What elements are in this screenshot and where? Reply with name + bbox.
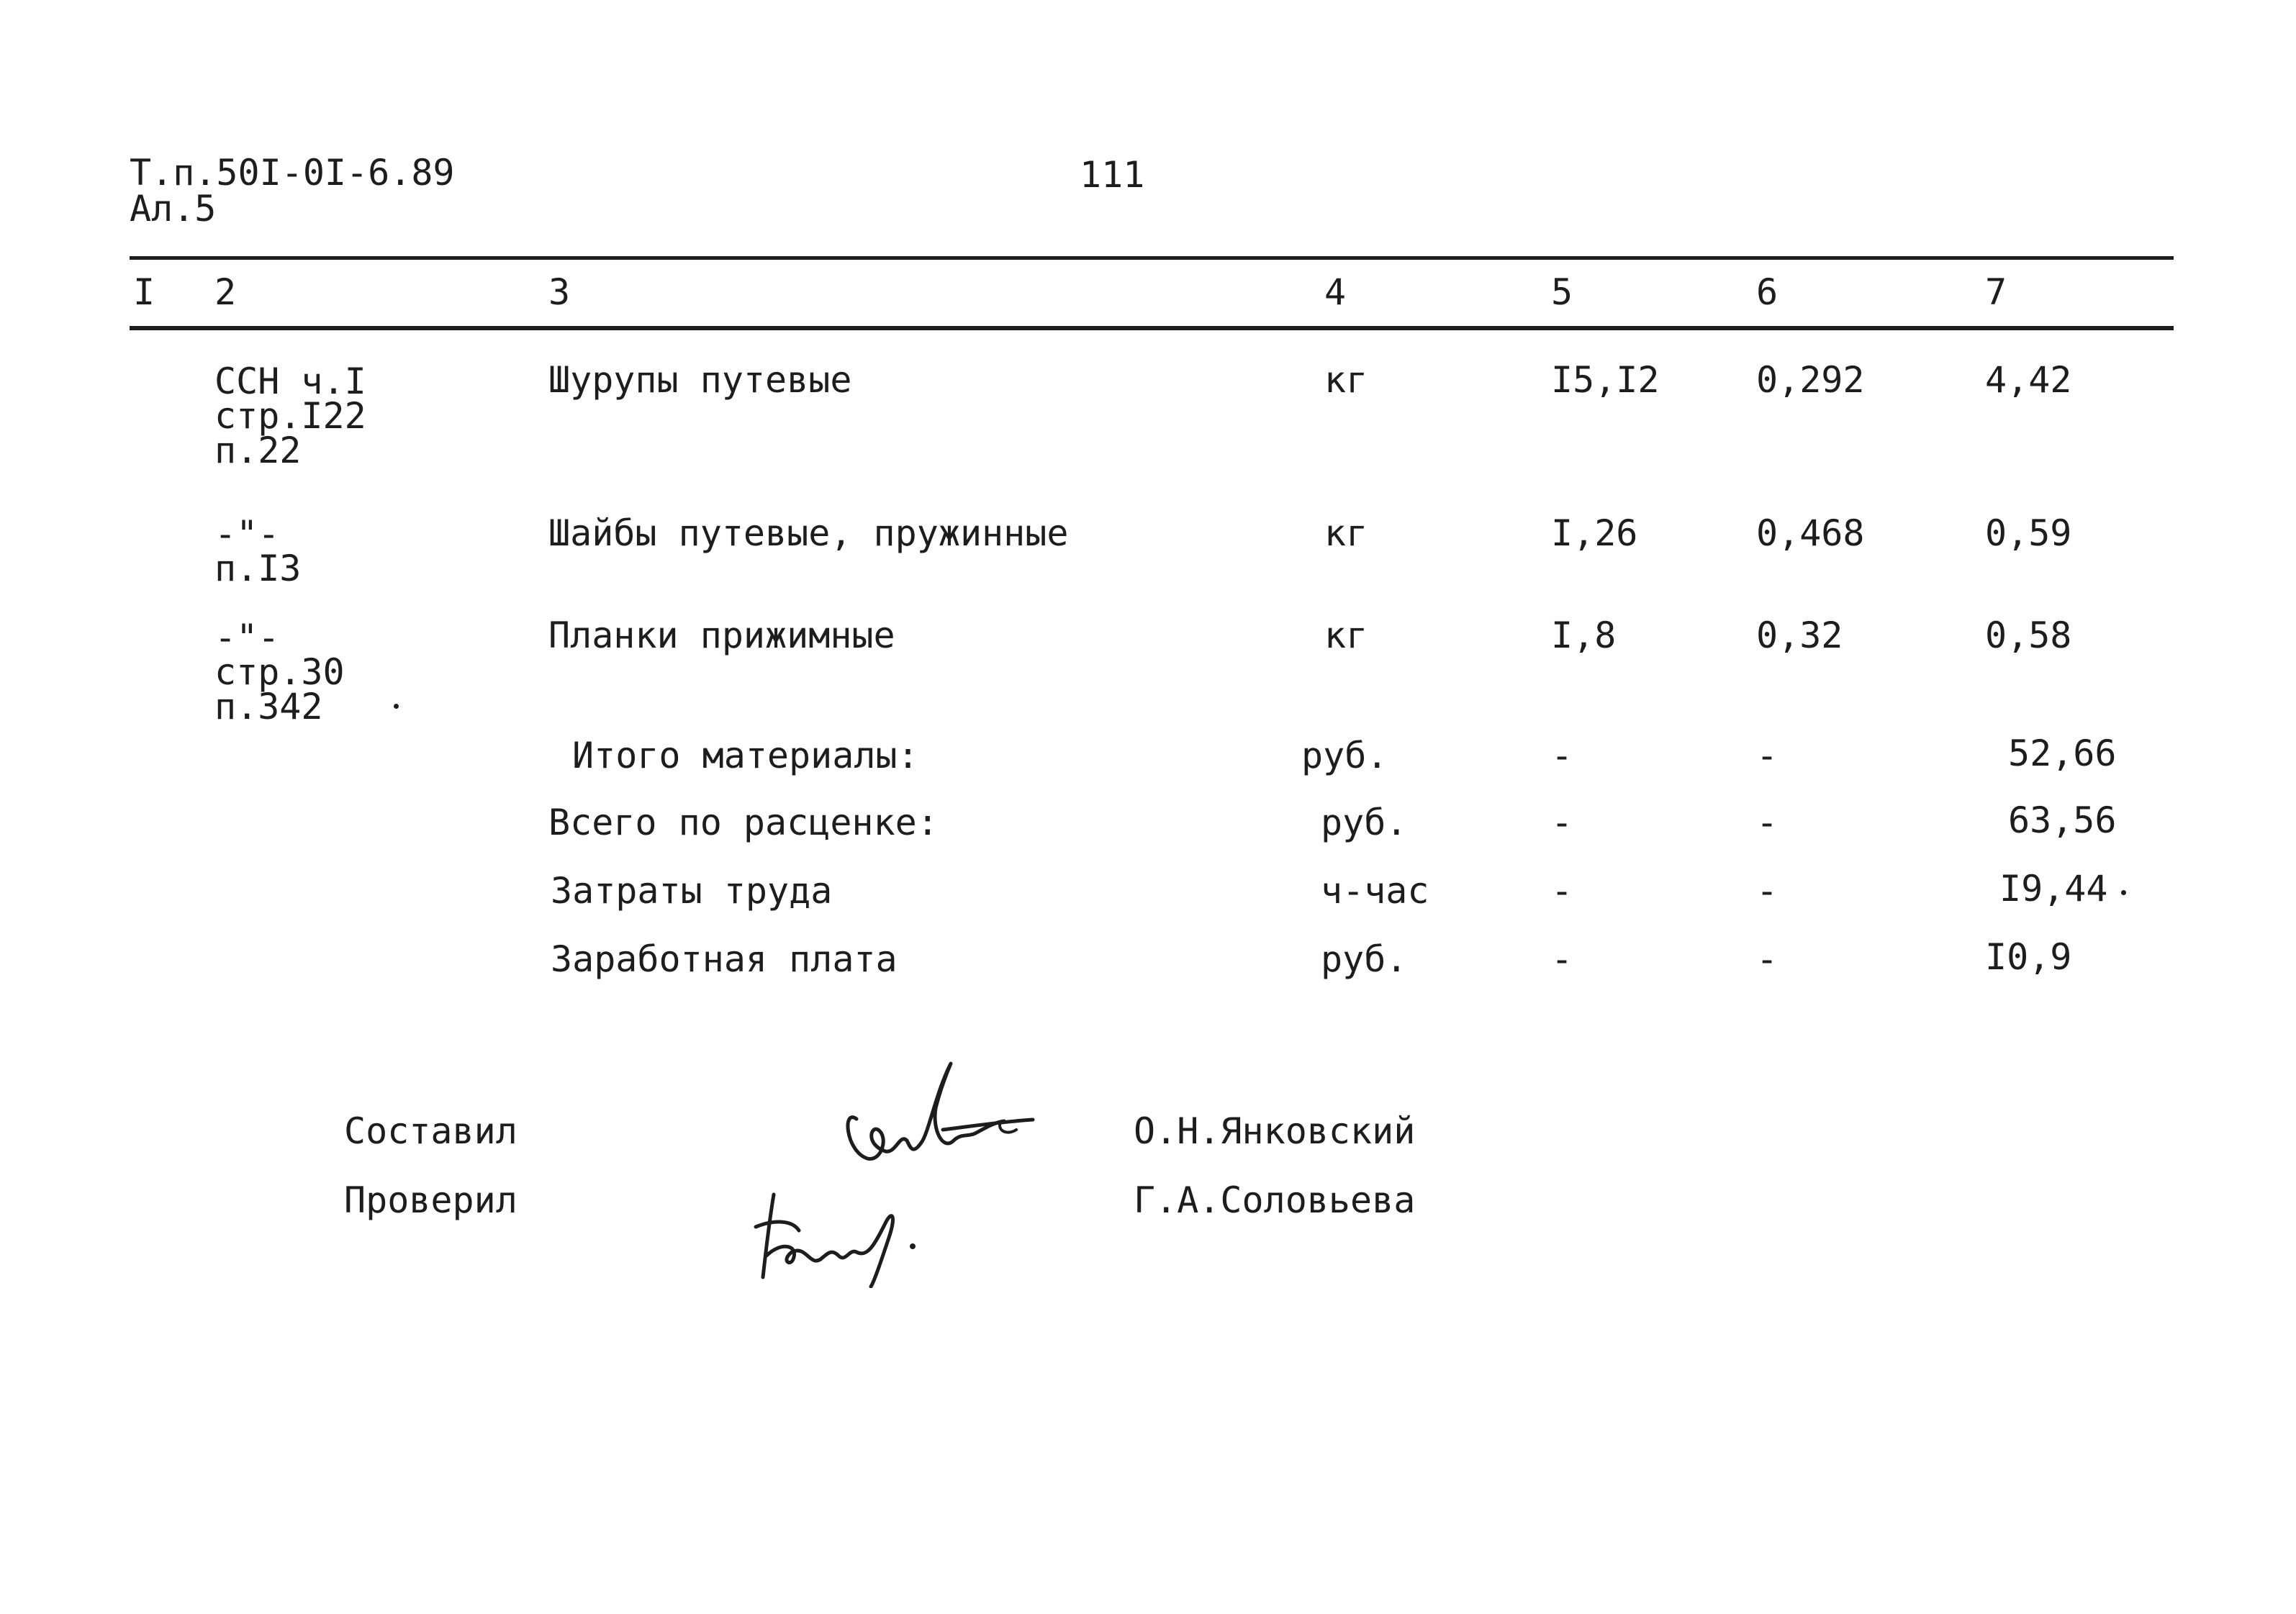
- column-header-6: 6: [1756, 271, 1779, 313]
- row-cost: 0,58: [1985, 615, 2072, 656]
- compiled-name: О.Н.Янковский: [1134, 1110, 1416, 1152]
- row-material-name: Шайбы путевые, пружинные: [548, 512, 1069, 554]
- album-number: Ал.5: [130, 188, 217, 230]
- checked-name: Г.А.Соловьева: [1134, 1179, 1416, 1221]
- checked-label: Проверил: [344, 1179, 517, 1221]
- row-quantity: I,26: [1551, 512, 1638, 554]
- total-col6: -: [1756, 802, 1779, 843]
- column-header-1: I: [133, 271, 155, 313]
- total-col5: -: [1551, 735, 1573, 776]
- row-reference: -"- стр.30 п.342: [214, 617, 345, 727]
- row-material-name: Планки прижимные: [548, 615, 895, 656]
- column-header-4: 4: [1324, 271, 1347, 313]
- stray-dot: [2121, 890, 2126, 895]
- row-reference: ССН ч.I стр.I22 п.22: [214, 361, 366, 471]
- row-unit: кг: [1324, 512, 1368, 554]
- total-value: I0,9: [1985, 936, 2072, 978]
- total-unit: руб.: [1321, 802, 1408, 843]
- row-price: 0,32: [1756, 615, 1843, 656]
- row-material-name: Шурупы путевые: [548, 359, 852, 401]
- row-unit: кг: [1324, 615, 1368, 656]
- total-label: Итого материалы:: [572, 735, 919, 776]
- row-quantity: I,8: [1551, 615, 1617, 656]
- compiled-signature: [828, 1051, 1044, 1173]
- row-price: 0,468: [1756, 512, 1865, 554]
- total-unit: руб.: [1301, 735, 1388, 776]
- total-col5: -: [1551, 938, 1573, 980]
- column-header-2: 2: [214, 271, 237, 313]
- column-header-3: 3: [548, 271, 571, 313]
- total-label: Заработная плата: [551, 938, 898, 980]
- total-label: Всего по расценке:: [548, 802, 939, 843]
- row-quantity: I5,I2: [1551, 359, 1660, 401]
- row-price: 0,292: [1756, 359, 1865, 401]
- total-col6: -: [1756, 870, 1779, 912]
- compiled-label: Составил: [344, 1110, 517, 1152]
- total-unit: руб.: [1321, 938, 1408, 980]
- total-value: 52,66: [2008, 733, 2117, 774]
- total-value: 63,56: [2008, 799, 2117, 841]
- total-col5: -: [1551, 870, 1573, 912]
- column-header-5: 5: [1551, 271, 1573, 313]
- row-reference: -"- п.I3: [214, 513, 302, 589]
- total-col6: -: [1756, 938, 1779, 980]
- page-number: 111: [1080, 154, 1145, 196]
- total-unit: ч-час: [1321, 870, 1429, 912]
- row-cost: 0,59: [1985, 512, 2072, 554]
- total-col5: -: [1551, 802, 1573, 843]
- table-header-rule: [130, 326, 2174, 330]
- stray-dot: [394, 704, 399, 709]
- total-label: Затраты труда: [551, 870, 833, 912]
- row-cost: 4,42: [1985, 359, 2072, 401]
- row-unit: кг: [1324, 359, 1368, 401]
- checked-signature: [741, 1180, 928, 1288]
- table-top-rule: [130, 256, 2174, 260]
- total-value: I9,44: [1999, 868, 2108, 910]
- document-code: Т.п.50I-0I-6.89: [130, 152, 455, 194]
- total-col6: -: [1756, 735, 1779, 776]
- column-header-7: 7: [1985, 271, 2007, 313]
